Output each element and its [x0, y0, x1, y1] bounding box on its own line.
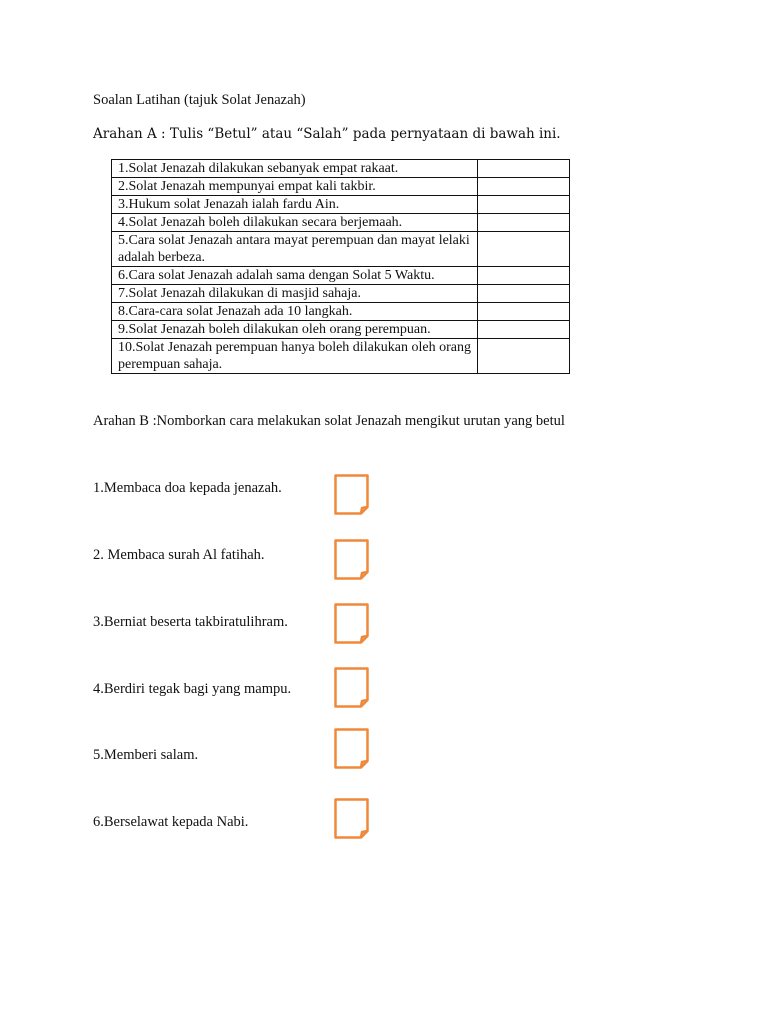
question-cell: 9.Solat Jenazah boleh dilakukan oleh orang perempuan. — [112, 321, 478, 339]
table-row — [112, 214, 570, 232]
answer-cell[interactable] — [478, 285, 570, 303]
note-box-icon — [334, 798, 369, 839]
answer-box[interactable] — [334, 798, 369, 839]
question-cell: 3.Hukum solat Jenazah ialah fardu Ain. — [112, 196, 478, 214]
table-row — [112, 267, 570, 285]
note-box-icon — [334, 728, 369, 769]
question-cell: 1.Solat Jenazah dilakukan sebanyak empat rakaat. — [112, 160, 478, 178]
answer-cell[interactable] — [478, 232, 570, 267]
question-cell: 2.Solat Jenazah mempunyai empat kali takbir. — [112, 178, 478, 196]
table-row — [112, 339, 570, 374]
note-box-icon — [334, 603, 369, 644]
question-cell: 8.Cara-cara solat Jenazah ada 10 langkah. — [112, 303, 478, 321]
step-item: 4.Berdiri tegak bagi yang mampu. — [93, 681, 292, 697]
step-item: 3.Berniat beserta takbiratulihram. — [93, 614, 288, 630]
answer-cell[interactable] — [478, 339, 570, 374]
note-box-icon — [334, 539, 369, 580]
answer-cell[interactable] — [478, 321, 570, 339]
note-box-icon — [334, 667, 369, 708]
question-cell: 7.Solat Jenazah dilakukan di masjid sahaja. — [112, 285, 478, 303]
table-row — [112, 232, 570, 267]
instruction-a: Arahan A : Tulis “Betul” atau “Salah” pada pernyataan di bawah ini. — [93, 126, 561, 142]
table-row — [112, 303, 570, 321]
answer-box[interactable] — [334, 539, 369, 580]
table-row — [112, 196, 570, 214]
table-row — [112, 160, 570, 178]
step-item: 1.Membaca doa kepada jenazah. — [93, 480, 282, 496]
question-cell: 4.Solat Jenazah boleh dilakukan secara berjemaah. — [112, 214, 478, 232]
note-box-icon — [334, 474, 369, 515]
answer-cell[interactable] — [478, 214, 570, 232]
answer-cell[interactable] — [478, 178, 570, 196]
step-item: 5.Memberi salam. — [93, 747, 199, 763]
question-cell: 10.Solat Jenazah perempuan hanya boleh dilakukan oleh orang perempuan sahaja. — [112, 339, 478, 374]
answer-box[interactable] — [334, 603, 369, 644]
table-row — [112, 178, 570, 196]
question-cell: 5.Cara solat Jenazah antara mayat perempuan dan mayat lelaki adalah berbeza. — [112, 232, 478, 267]
step-item: 2. Membaca surah Al fatihah. — [93, 547, 265, 563]
answer-cell[interactable] — [478, 196, 570, 214]
table-row — [112, 285, 570, 303]
true-false-table — [111, 159, 570, 374]
answer-box[interactable] — [334, 474, 369, 515]
answer-cell[interactable] — [478, 303, 570, 321]
instruction-b: Arahan B :Nomborkan cara melakukan solat Jenazah mengikut urutan yang betul — [93, 413, 565, 429]
answer-cell[interactable] — [478, 267, 570, 285]
worksheet-title: Soalan Latihan (tajuk Solat Jenazah) — [93, 92, 306, 108]
table-row — [112, 321, 570, 339]
answer-cell[interactable] — [478, 160, 570, 178]
answer-box[interactable] — [334, 728, 369, 769]
step-item: 6.Berselawat kepada Nabi. — [93, 814, 249, 830]
question-cell: 6.Cara solat Jenazah adalah sama dengan Solat 5 Waktu. — [112, 267, 478, 285]
answer-box[interactable] — [334, 667, 369, 708]
